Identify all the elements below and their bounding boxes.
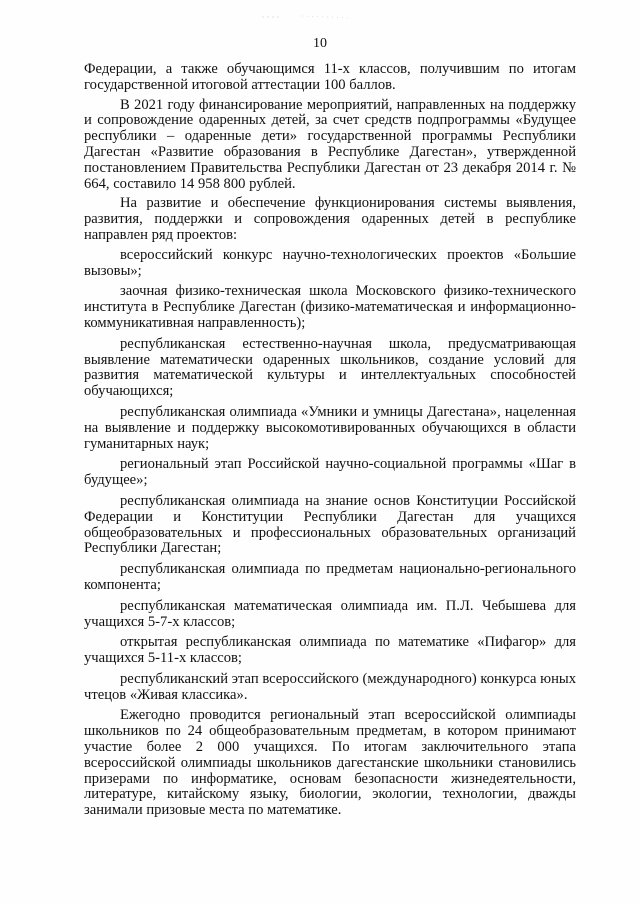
list-item: открытая республиканская олимпиада по математике «Пифагор» для учащихся 5-11-х классов; xyxy=(84,634,576,667)
scan-artifact xyxy=(262,14,352,20)
paragraph-olympiad-results: Ежегодно проводится региональный этап всероссийской олимпиады школьников по 24 общеобразовательным предметам, в котором принимают участие более 2 000 учащихся. По итогам заключительного этапа всероссийской олимпиады школьников дагестанские школьники становились призерами по информатике, основам безопасности жизнедеятельности, литературе, китайскому языку, биологии, экологии, технологии, дважды занимали призовые места по математике. xyxy=(84,707,576,819)
list-item: всероссийский конкурс научно-технологических проектов «Большие вызовы»; xyxy=(84,246,576,279)
list-item: региональный этап Российской научно-социальной программы «Шаг в будущее»; xyxy=(84,456,576,489)
list-item: республиканский этап всероссийского (международного) конкурса юных чтецов «Живая классика». xyxy=(84,670,576,703)
list-item: республиканская олимпиада на знание основ Конституции Российской Федерации и Конституции Республики Дагестан для учащихся общеобразовательных и профессиональных образовательных организаций Республики Дагестан; xyxy=(84,492,576,557)
paragraph-projects-intro: На развитие и обеспечение функционирования системы выявления, развития, поддержки и сопровождения одаренных детей в республике направлен ряд проектов: xyxy=(84,195,576,243)
list-item: республиканская олимпиада «Умники и умницы Дагестана», нацеленная на выявление и поддержку высокомотивированных обучающихся в области гуманитарных наук; xyxy=(84,403,576,452)
paragraph-funding: В 2021 году финансирование мероприятий, направленных на поддержку и сопровождение одаренных детей, за счет средств подпрограммы «Будущее республики – одаренные дети» государственной программы Республики Дагестан «Развитие образования в Республике Дагестан», утвержденной постановлением Правительства Республики Дагестан от 23 декабря 2014 г. № 664, составило 14 958 800 рублей. xyxy=(84,96,576,192)
list-item: республиканская математическая олимпиада им. П.Л. Чебышева для учащихся 5-7-х классов; xyxy=(84,597,576,630)
list-item: республиканская олимпиада по предметам национально-регионального компонента; xyxy=(84,561,576,593)
page-number: 10 xyxy=(313,36,327,51)
list-item: заочная физико-техническая школа Московского физико-технического института в Республике Дагестан (физико-математическая и информационно-коммуникативная направленность); xyxy=(84,283,576,331)
document-body xyxy=(84,62,576,823)
list-item: республиканская естественно-научная школа, предусматривающая выявление математически одаренных школьников, создание условий для развития математической культуры и интеллектуальных способностей обучающихся; xyxy=(84,335,576,400)
paragraph-continuation: Федерации, а также обучающимся 11-х классов, получившим по итогам государственной итоговой аттестации 100 баллов. xyxy=(84,61,576,93)
